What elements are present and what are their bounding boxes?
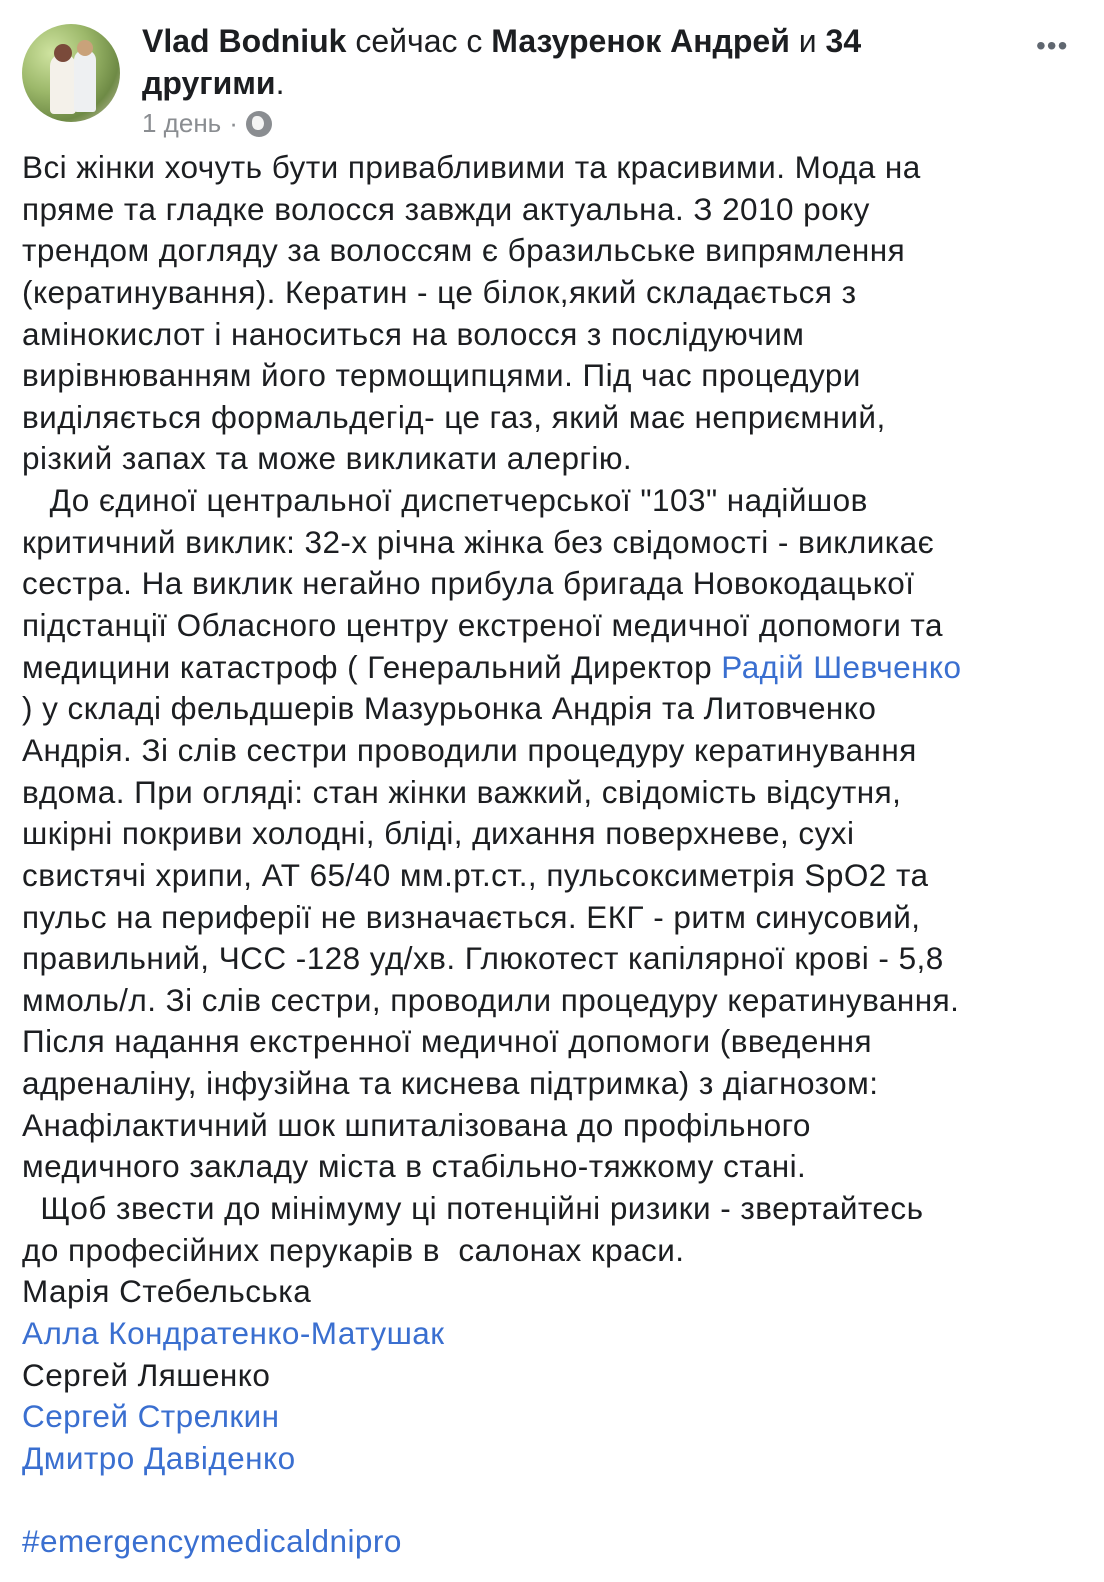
tagged-user-link[interactable]: Сергей Стрелкин: [22, 1398, 280, 1435]
text-segment: До єдиної центральної диспетчерської "103" надійшов: [22, 482, 868, 519]
post-text-line: [22, 522, 961, 564]
text-segment: сестра. На виклик негайно прибула бригада Новокодацької: [22, 565, 915, 602]
globe-icon[interactable]: [246, 111, 272, 137]
post-text-line: [22, 1521, 961, 1563]
text-segment: критичний виклик: 32-х річна жінка без свідомості - викликає: [22, 523, 935, 560]
others-link[interactable]: 34 другими: [142, 23, 862, 101]
post-text-line: [22, 1105, 961, 1147]
text-segment: (кератинування). Кератин - це білок,який складається з: [22, 273, 857, 310]
tagged-user-link[interactable]: Мазуренок Андрей: [491, 23, 790, 59]
period: .: [275, 65, 285, 101]
meta-separator: ·: [229, 108, 238, 138]
text-segment: вирівнюванням його термощипцями. Під час процедури: [22, 357, 861, 394]
text-segment: Марія Стебельська: [22, 1273, 312, 1310]
text-segment: підстанції Обласного центру екстреної медичної допомоги та: [22, 607, 943, 644]
post-text-line: [22, 189, 961, 231]
text-segment: до професійних перукарів в салонах краси.: [22, 1231, 685, 1268]
post-text-line: [22, 897, 961, 939]
post-text-line: [22, 605, 961, 647]
text-segment: свистячі хрипи, АТ 65/40 мм.рт.ст., пульсоксиметрія SpO2 та: [22, 856, 929, 893]
post-text-line: [22, 1438, 961, 1480]
text-segment: Після надання екстренної медичної допомоги (введення: [22, 1023, 873, 1060]
post-text-line: [22, 438, 961, 480]
post-text-line: [22, 397, 961, 439]
post-text-line: [22, 772, 961, 814]
author-name-link[interactable]: Vlad Bodniuk: [142, 23, 347, 59]
text-segment: адреналіну, інфузійна та киснева підтримка) з діагнозом:: [22, 1065, 879, 1102]
text-segment: трендом догляду за волоссям є бразильське випрямлення: [22, 232, 906, 269]
post-text-line: [22, 855, 961, 897]
text-segment: Всі жінки хочуть бути привабливими та красивими. Мода на: [22, 149, 921, 185]
tagged-user-link[interactable]: Радій Шевченко: [721, 648, 962, 685]
post-text-line: [22, 355, 961, 397]
post-meta: [142, 108, 272, 139]
post-text-line: [22, 1271, 961, 1313]
avatar-figure: [54, 44, 72, 62]
avatar-figure: [77, 40, 93, 56]
post-text-line: [22, 1480, 961, 1522]
post-text-line: [22, 813, 961, 855]
post-text-line: [22, 1146, 961, 1188]
post-text-line: [22, 1396, 961, 1438]
text-segment: виділяється формальдегід- це газ, який має неприємний,: [22, 398, 886, 435]
post-text-line: [22, 1355, 961, 1397]
text-segment: вдома. При огляді: стан жінки важкий, свідомість відсутня,: [22, 773, 902, 810]
post-text-line: [22, 563, 961, 605]
text-segment: амінокислот і наноситься на волосся з послідуючим: [22, 315, 805, 352]
post-text-line: [22, 1021, 961, 1063]
post-title: [142, 20, 982, 104]
post-text-line: [22, 938, 961, 980]
post-text-line: [22, 147, 961, 189]
author-avatar[interactable]: [22, 24, 120, 122]
more-options-icon[interactable]: •••: [1036, 30, 1069, 61]
post-text-line: [22, 272, 961, 314]
post-text-line: [22, 730, 961, 772]
connector-text: и: [789, 23, 826, 59]
text-segment: Сергей Ляшенко: [22, 1356, 271, 1393]
post-text-line: [22, 230, 961, 272]
text-segment: пульс на периферії не визначається. ЕКГ - ритм синусовий,: [22, 898, 921, 935]
post-text-line: [22, 688, 961, 730]
hashtag-link[interactable]: #emergencymedicaldnipro: [22, 1523, 402, 1560]
text-segment: Щоб звести до мінімуму ці потенційні ризики - звертайтесь: [22, 1190, 924, 1227]
text-segment: шкірні покриви холодні, бліді, дихання поверхневе, сухі: [22, 815, 855, 852]
post-text-line: [22, 647, 961, 689]
post-text-line: [22, 1063, 961, 1105]
text-segment: медицини катастроф ( Генеральний Директор: [22, 648, 722, 685]
text-segment: Анафілактичний шок шпиталізована до профільного: [22, 1106, 811, 1143]
post-text-line: [22, 480, 961, 522]
post-text: [22, 147, 961, 1563]
text-segment: ) у складі фельдшерів Мазурьонка Андрія та Литовченко: [22, 690, 877, 727]
text-segment: медичного закладу міста в стабільно-тяжкому стані.: [22, 1148, 807, 1185]
text-segment: різкий запах та може викликати алергію.: [22, 440, 633, 477]
timestamp-link[interactable]: 1 день: [142, 108, 222, 138]
connector-text: сейчас с: [346, 23, 492, 59]
post-text-line: [22, 314, 961, 356]
tagged-user-link[interactable]: Дмитро Давіденко: [22, 1439, 296, 1476]
tagged-user-link[interactable]: Алла Кондратенко-Матушак: [22, 1314, 445, 1351]
post-text-line: [22, 980, 961, 1022]
text-segment: правильний, ЧСС -128 уд/хв. Глюкотест капілярної крові - 5,8: [22, 940, 944, 977]
post-text-line: [22, 1313, 961, 1355]
avatar-figure: [50, 54, 76, 114]
text-segment: Андрія. Зі слів сестри проводили процедуру кератинування: [22, 731, 917, 768]
avatar-figure: [74, 50, 96, 112]
text-segment: пряме та гладке волосся завжди актуальна. З 2010 року: [22, 190, 870, 227]
post-text-line: [22, 1230, 961, 1272]
post-text-line: [22, 1188, 961, 1230]
text-segment: ммоль/л. Зі слів сестри, проводили процедуру кератинування.: [22, 981, 960, 1018]
